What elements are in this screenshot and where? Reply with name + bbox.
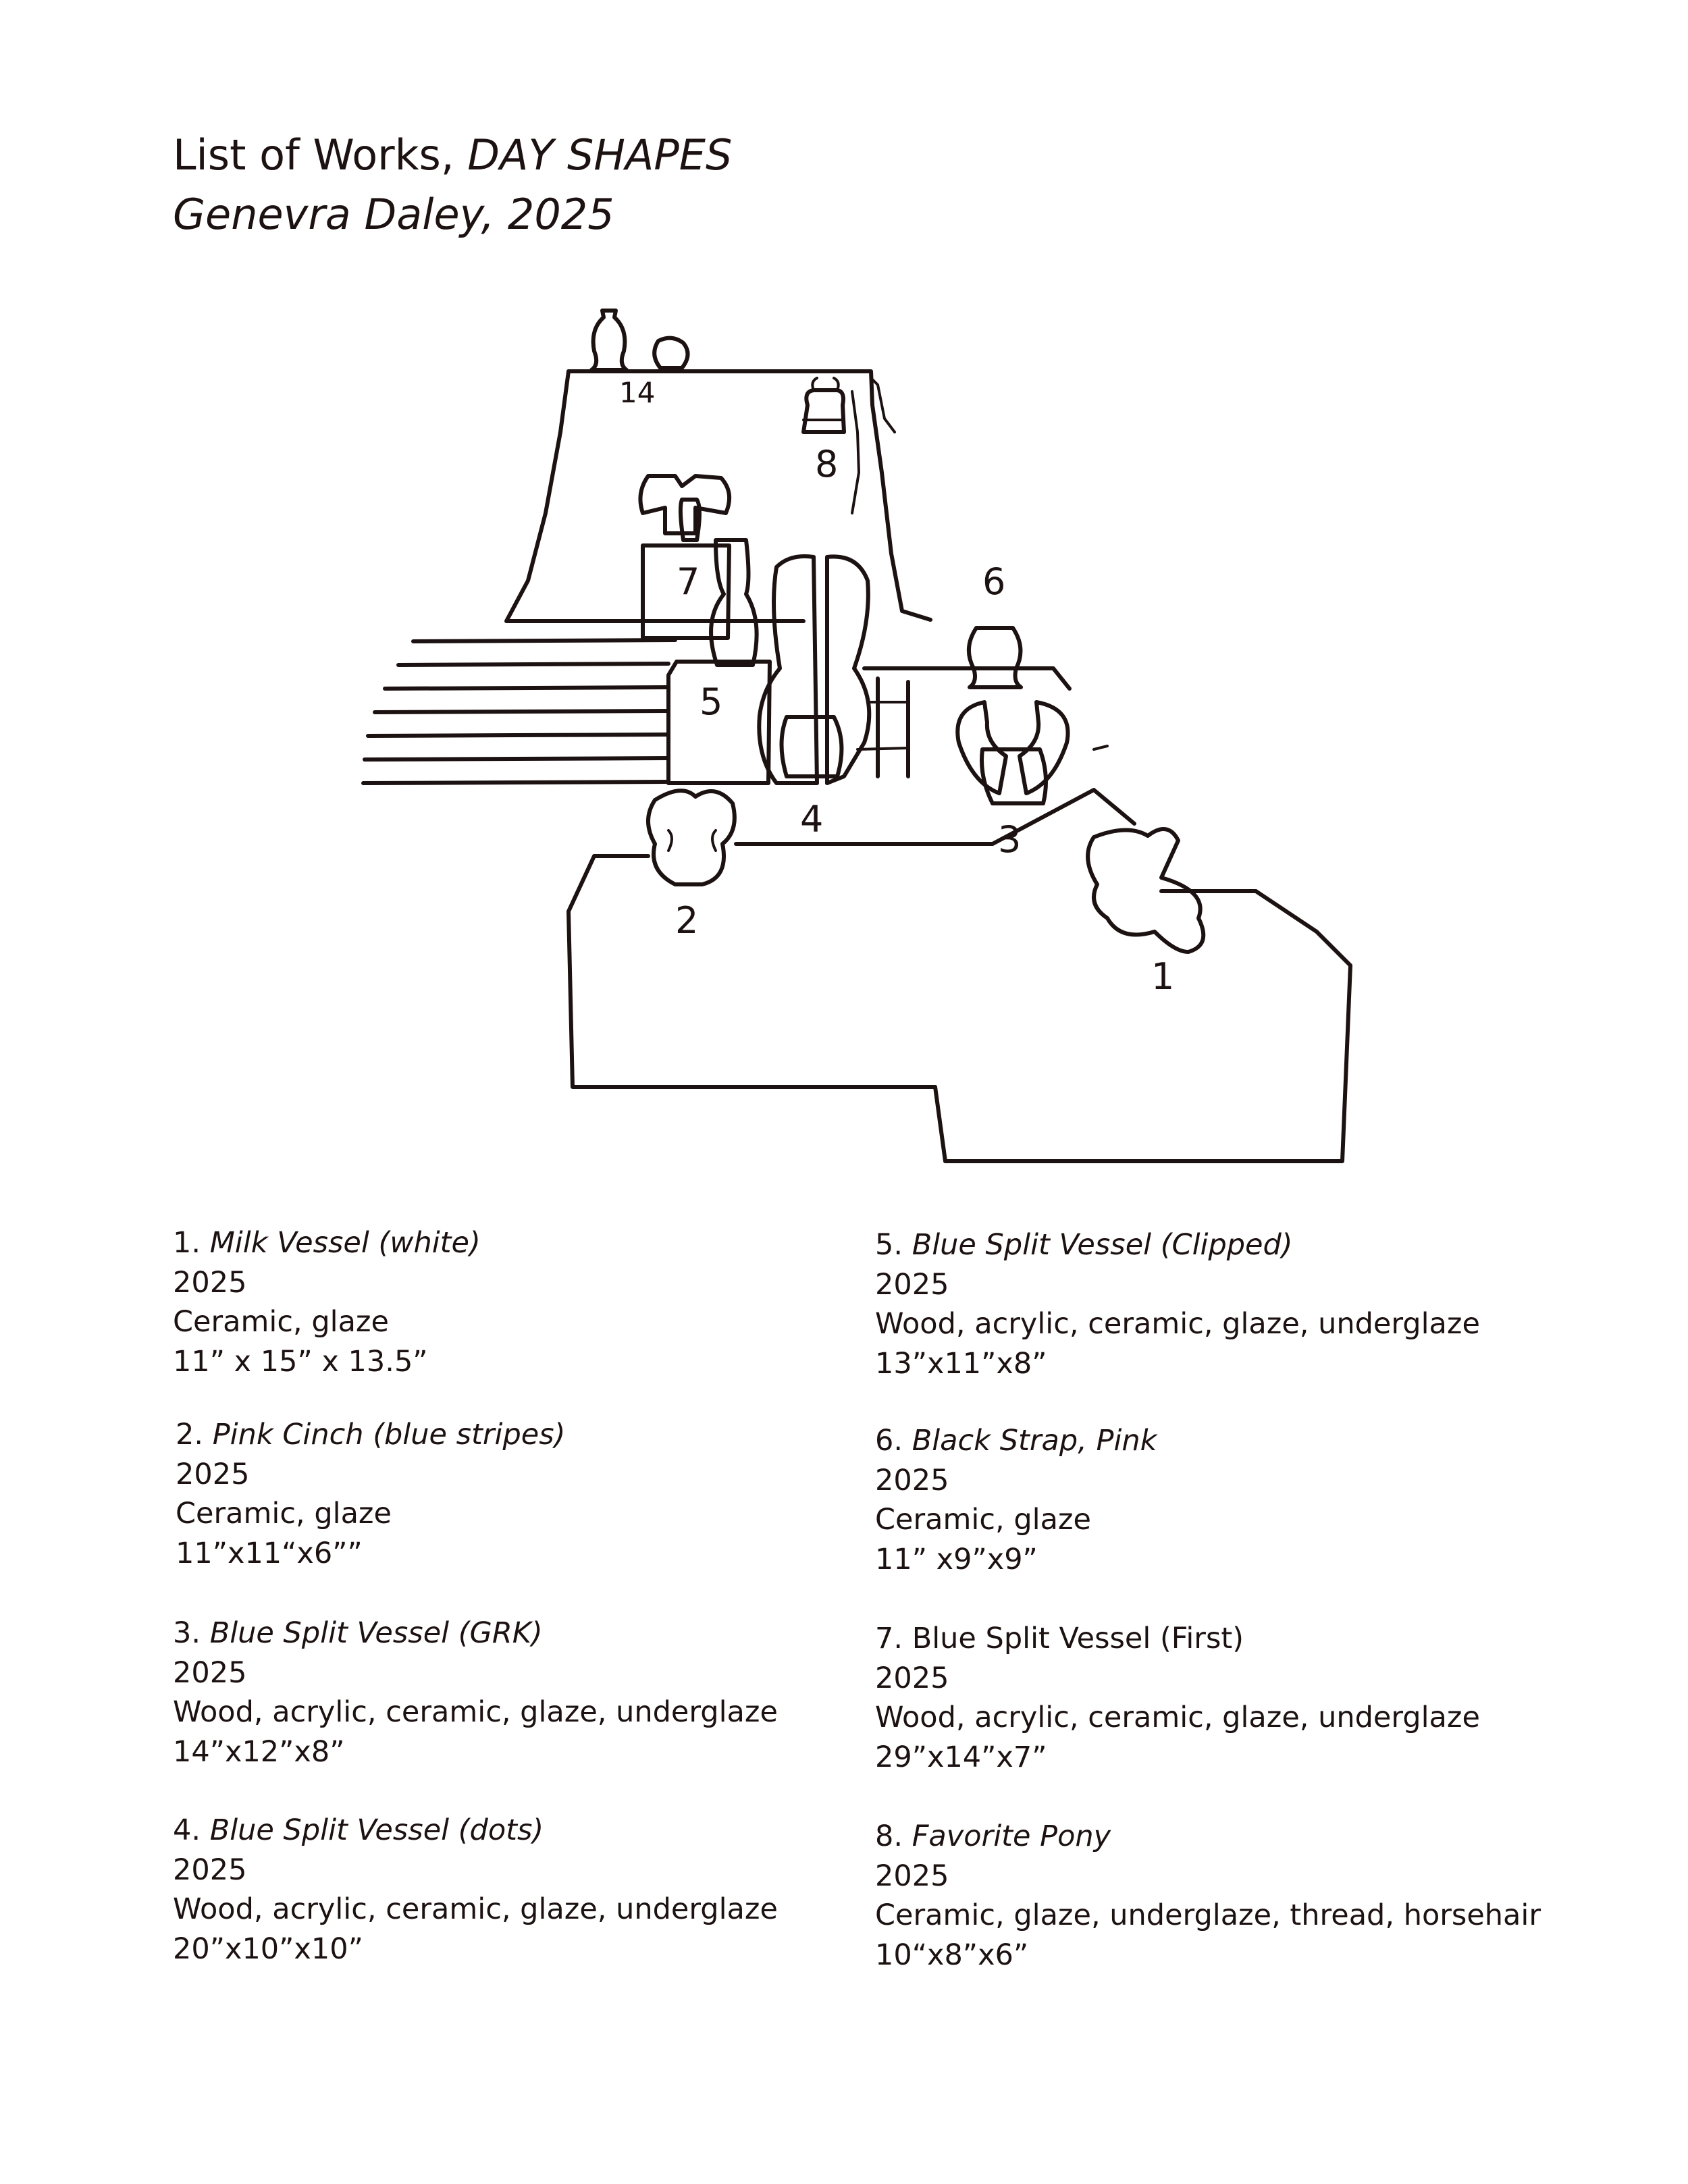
work-dimensions: 10“x8”x6”: [875, 1938, 1029, 1972]
work-materials: Wood, acrylic, ceramic, glaze, underglaze: [173, 1892, 778, 1926]
label-3: 3: [998, 818, 1022, 861]
label-14: 14: [619, 376, 656, 409]
work-materials: Ceramic, glaze, underglaze, thread, horsehair: [875, 1898, 1541, 1932]
page-subtitle: Genevra Daley, 2025: [173, 190, 614, 239]
work-entry-5: [875, 1225, 1480, 1383]
work-dimensions: 14”x12”x8”: [173, 1734, 345, 1769]
work-title: Blue Split Vessel (GRK): [209, 1616, 543, 1650]
work-entry-4: [173, 1811, 778, 1969]
work-materials: Ceramic, glaze: [875, 1503, 1091, 1537]
work-number: 2.: [176, 1418, 204, 1451]
work-entry-3: [173, 1614, 778, 1772]
work-entry-6: [875, 1421, 1157, 1579]
work-year: 2025: [875, 1463, 949, 1497]
show-title: DAY SHAPES: [467, 130, 733, 180]
work-year: 2025: [173, 1853, 247, 1887]
work-materials: Wood, acrylic, ceramic, glaze, underglaze: [875, 1701, 1480, 1734]
label-8: 8: [815, 443, 839, 485]
work-number: 7.: [875, 1622, 903, 1655]
object-5-tall-vessel: [711, 540, 757, 665]
work-entry-7: [875, 1619, 1480, 1777]
work-entry-1: [173, 1223, 481, 1381]
work-dimensions: 11” x9”x9”: [875, 1542, 1038, 1576]
label-4: 4: [800, 798, 824, 841]
work-materials: Ceramic, glaze: [173, 1305, 389, 1339]
work-title: Blue Split Vessel (Clipped): [912, 1228, 1293, 1262]
object-4-split-vessel: [759, 556, 869, 783]
label-1: 1: [1151, 955, 1175, 998]
work-number: 5.: [875, 1228, 903, 1262]
work-materials: Wood, acrylic, ceramic, glaze, underglaze: [173, 1695, 778, 1729]
front-plinth: [569, 790, 1350, 1161]
work-entry-2: [176, 1415, 565, 1573]
work-entry-8: [875, 1817, 1541, 1975]
work-year: 2025: [875, 1661, 949, 1695]
work-materials: Wood, acrylic, ceramic, glaze, underglaze: [875, 1307, 1480, 1341]
work-number: 8.: [875, 1819, 903, 1853]
object-14-vessels: [591, 311, 688, 370]
object-8-pony: [803, 378, 844, 432]
work-year: 2025: [176, 1457, 250, 1491]
label-5: 5: [700, 681, 723, 723]
label-6: 6: [982, 560, 1006, 603]
work-title: Milk Vessel (white): [209, 1226, 481, 1260]
work-title: Black Strap, Pink: [912, 1424, 1157, 1458]
object-3-strap-vessel: [957, 702, 1067, 803]
work-dimensions: 11” x 15” x 13.5”: [173, 1344, 428, 1379]
work-year: 2025: [173, 1655, 247, 1690]
work-number: 3.: [173, 1616, 201, 1650]
work-number: 6.: [875, 1424, 903, 1458]
object-2-pink-cinch: [648, 791, 735, 884]
work-year: 2025: [173, 1265, 247, 1300]
work-title: Pink Cinch (blue stripes): [212, 1418, 566, 1451]
title-prefix: List of Works,: [173, 130, 468, 180]
work-dimensions: 29”x14”x7”: [875, 1740, 1047, 1774]
work-dimensions: 20”x10”x10”: [173, 1932, 363, 1966]
object-6-vessel: [969, 628, 1021, 687]
work-dimensions: 11”x11“x6””: [176, 1536, 363, 1570]
label-2: 2: [675, 899, 699, 942]
work-number: 4.: [173, 1813, 201, 1847]
work-number: 1.: [173, 1226, 201, 1260]
work-materials: Ceramic, glaze: [176, 1497, 392, 1530]
object-7-split-vessel: [640, 476, 729, 540]
steps: [363, 640, 675, 783]
label-7: 7: [677, 560, 700, 603]
work-title: Blue Split Vessel (dots): [209, 1813, 544, 1847]
work-year: 2025: [875, 1859, 949, 1893]
work-title: Blue Split Vessel (First): [912, 1622, 1244, 1655]
work-dimensions: 13”x11”x8”: [875, 1346, 1047, 1381]
work-year: 2025: [875, 1267, 949, 1302]
work-title: Favorite Pony: [912, 1819, 1111, 1853]
